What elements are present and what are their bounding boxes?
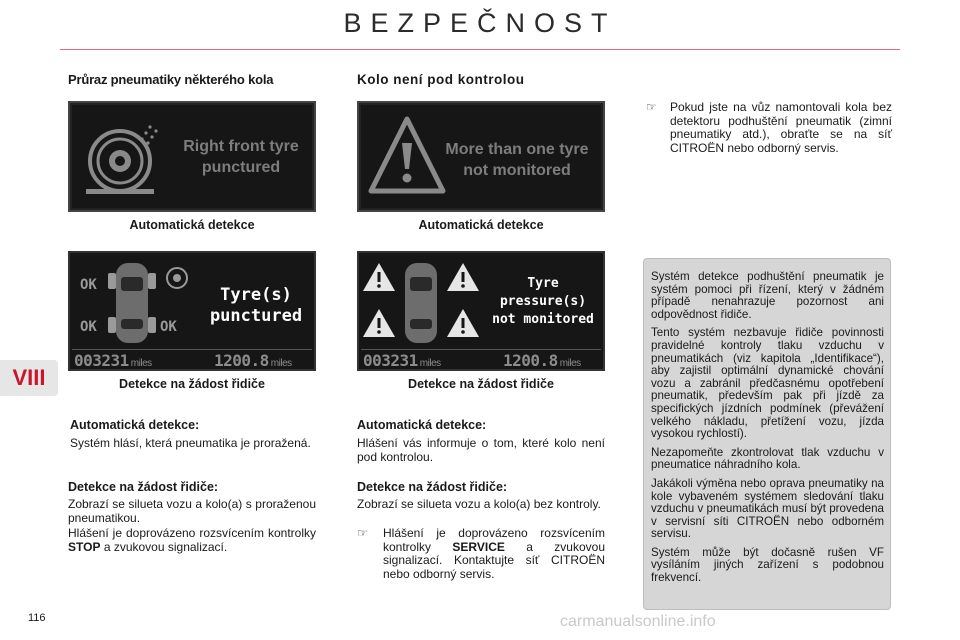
note-paragraph: Systém může být dočasně rušen VF vysíláním jiných zařízení s podobnou frekvencí. [651, 545, 884, 585]
display-screen-not-monitored [357, 101, 605, 212]
bullet-pointer-icon: ☞ [357, 526, 368, 540]
screen-message-line2: punctured [209, 306, 303, 326]
page-title: BEZPEČNOST [343, 8, 617, 38]
caption-auto-detection-mid: Automatická detekce [418, 218, 544, 232]
right-bullet-text: Pokud jste na vůz namontovali kola bez detektoru podhuštění pneumatik (zimní pneumatiky atd.), obraťte se na síť CITROËN nebo odborný servis. [670, 100, 892, 155]
ok-label-rear-right: OK [160, 319, 177, 335]
note-paragraph: Systém detekce podhuštění pneumatik je systém pomoci při řízení, který v žádném případě nenahrazuje pozornost ani odpovědnost řidiče. [651, 270, 884, 321]
display-screen-tyres-punctured [68, 251, 316, 371]
screen-message-line1: Tyre [527, 276, 559, 291]
left-driver-heading: Detekce na žádost řidiče: [68, 480, 219, 494]
odometer-readout: 003231 miles [363, 351, 441, 370]
punctured-tyre-icon [80, 117, 170, 199]
display-screen-pressure-not-monitored [357, 251, 605, 371]
right-bullet [646, 101, 892, 155]
display-screen-right-front-punctured [68, 101, 316, 212]
ok-label-front-left: OK [80, 277, 97, 293]
caption-driver-request-left: Detekce na žádost řidiče [119, 377, 265, 391]
mid-bullet: ☞ Hlášení je doprovázeno rozsvícením kontrolky SERVICE a zvukovou signalizací. Kontaktujte síť CITROËN nebo odborný servis. [357, 526, 605, 581]
bullet-pointer-icon: ☞ [646, 100, 657, 114]
mid-driver-heading: Detekce na žádost řidiče: [357, 480, 508, 494]
left-auto-heading: Automatická detekce: [70, 418, 200, 432]
mid-driver-text: Zobrazí se silueta vozu a kolo(a) bez kontroly. [357, 497, 601, 511]
title-divider [60, 49, 900, 50]
stop-indicator-label: STOP [68, 539, 101, 554]
mid-auto-text: Hlášení vás informuje o tom, které kolo není pod kontrolou. [357, 436, 605, 464]
flat-tyre-indicator-icon [164, 265, 190, 291]
screen-message-line1: Right front tyre [183, 138, 299, 155]
note-box [643, 258, 891, 610]
screen-message-line1: Tyre(s) [220, 285, 292, 305]
left-driver-text: Zobrazí se silueta vozu a kolo(a) s proraženou pneumatikou. [68, 497, 316, 525]
left-driver-text-2: Hlášení je doprovázeno rozsvícením kontrolky STOP a zvukovou signalizací. [68, 526, 316, 554]
screen-message-line1: More than one tyre [445, 141, 589, 158]
screen-message-line2: not monitored [463, 162, 571, 179]
caption-driver-request-mid: Detekce na žádost řidiče [408, 377, 554, 391]
screen-message-line2: punctured [201, 159, 281, 176]
screen-message-line2: pressure(s) [499, 294, 587, 309]
service-indicator-label: SERVICE [452, 539, 505, 554]
screen-message-line3: not monitored [492, 312, 594, 327]
section-heading-not-monitored: Kolo není pod kontrolou [357, 72, 525, 87]
caption-auto-detection-left: Automatická detekce [129, 218, 255, 232]
note-paragraph: Tento systém nezbavuje řidiče povinnosti pravidelné kontroly tlaku vzduchu v pneumatikách (viz kapitola „Identifikace“), aby zajistil optimální dynamické chování vozu a zabránil předčasnému opotřebení pneumatik, především pak při jízdě za specifických jízdních podmínek (převážení velkého nákladu, přetížení vozu, jízda vysokou rychlostí). [651, 326, 884, 441]
car-silhouette-icon [106, 259, 158, 347]
odometer-readout: 003231 miles [74, 351, 152, 370]
page-number: 116 [28, 612, 46, 624]
trip-readout: 1200.8 miles [503, 351, 581, 370]
car-warning-silhouette-icon [363, 259, 479, 347]
watermark: carmanualsonline.info [560, 613, 716, 630]
section-heading-puncture: Průraz pneumatiky některého kola [68, 72, 274, 87]
mid-auto-heading: Automatická detekce: [357, 418, 487, 432]
ok-label-rear-left: OK [80, 319, 97, 335]
trip-readout: 1200.8 miles [214, 351, 292, 370]
note-paragraph: Nezapomeňte zkontrolovat tlak vzduchu v pneumatice náhradního kola. [651, 445, 884, 472]
left-auto-text: Systém hlásí, která pneumatika je proražená. [70, 436, 311, 450]
note-paragraph: Jakákoli výměna nebo oprava pneumatiky na kole vybaveném systémem sledování tlaku vzduchu v pneumatikách musí být provedena v servisní síti CITROËN nebo odborném servisu. [651, 476, 884, 541]
chapter-tab: VIII [0, 360, 58, 396]
